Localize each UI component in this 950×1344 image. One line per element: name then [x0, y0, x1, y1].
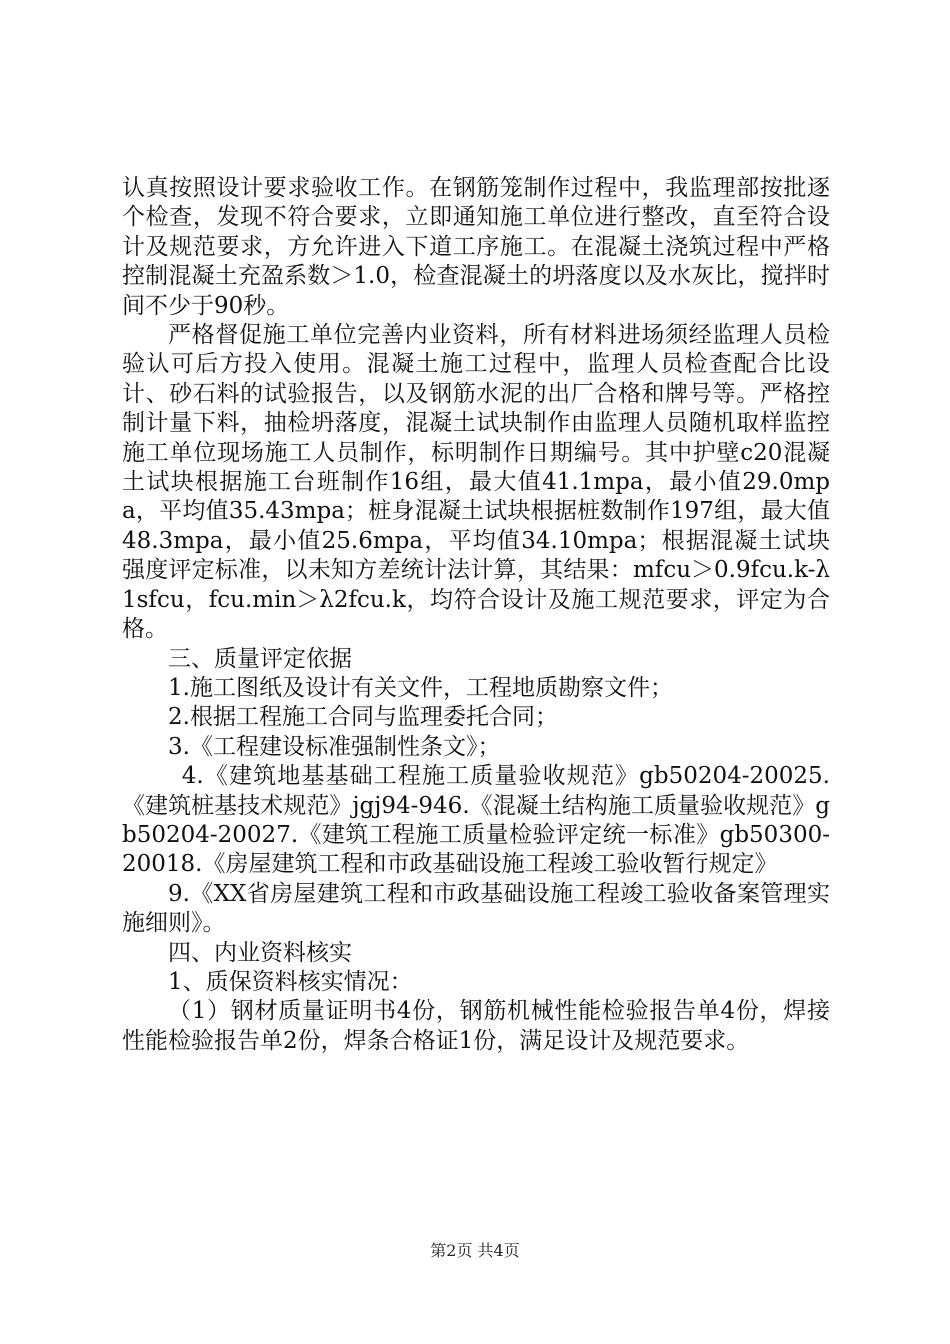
- list-item-basis-9: 9.《XX省房屋建筑工程和市政基础设施工程竣工验收备案管理实施细则》。: [122, 880, 830, 937]
- list-item-basis-2: 2.根据工程施工合同与监理委托合同；: [168, 704, 558, 731]
- list-item-basis-3: 3.《工程建设标准强制性条文》；: [168, 733, 501, 760]
- list-item-basis-1: 1.施工图纸及设计有关文件，工程地质勘察文件；: [168, 674, 673, 701]
- section-heading-records-check: 四、内业资料核实: [168, 939, 352, 966]
- subheading-quality-records: 1、质保资料核实情况：: [168, 968, 413, 995]
- page-number-label: 第2页 共4页: [430, 1241, 520, 1260]
- section-heading-quality-basis: 三、质量评定依据: [168, 645, 352, 672]
- page-footer: [0, 1241, 950, 1261]
- list-item-basis-4: 4.《建筑地基基础工程施工质量验收规范》gb50204-20025.《建筑桩基技术规范》jgj94-946.《混凝土结构施工质量验收规范》gb50204-20027.《建筑工程施工质量检验评定统一标准》gb50300-20018.《房屋建筑工程和市政基础设施工程竣工验收暂行规定》: [122, 763, 830, 878]
- document-body: [122, 174, 830, 1056]
- paragraph-steel-cage-inspection: 认真按照设计要求验收工作。在钢筋笼制作过程中，我监理部按批逐个检查，发现不符合要求，立即通知施工单位进行整改，直至符合设计及规范要求，方允许进入下道工序施工。在混凝土浇筑过程中严格控制混凝土充盈系数＞1.0，检查混凝土的坍落度以及水灰比，搅拌时间不少于90秒。: [122, 175, 830, 319]
- paragraph-internal-records: 严格督促施工单位完善内业资料，所有材料进场须经监理人员检验认可后方投入使用。混凝土施工过程中，监理人员检查配合比设计、砂石料的试验报告，以及钢筋水泥的出厂合格和牌号等。严格控制计量下料，抽检坍落度，混凝土试块制作由监理人员随机取样监控施工单位现场施工人员制作，标明制作日期编号。其中护壁c20混凝土试块根据施工台班制作16组，最大值41.1mpa，最小值29.0mpa，平均值35.43mpa；桩身混凝土试块根据桩数制作197组，最大值48.3mpa，最小值25.6mpa，平均值34.10mpa；根据混凝土试块强度评定标准，以未知方差统计法计算，其结果：mfcu＞0.9fcu.k-λ1sfcu，fcu.min＞λ2fcu.k，均符合设计及施工规范要求，评定为合格。: [122, 322, 830, 643]
- paragraph-steel-certificates: （1）钢材质量证明书4份，钢筋机械性能检验报告单4份，焊接性能检验报告单2份，焊条合格证1份，满足设计及规范要求。: [122, 998, 830, 1054]
